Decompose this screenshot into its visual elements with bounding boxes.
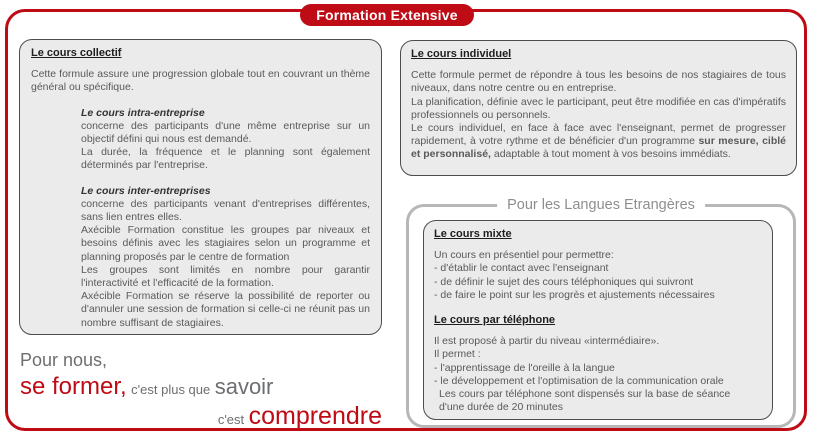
inter-entreprises-paragraph: Les groupes sont limités en nombre pour garantir l'interactivité et l'efficacité de la formation. xyxy=(81,263,370,290)
langues-etrangeres-legend: Pour les Langues Etrangères xyxy=(497,197,705,213)
individuel-paragraph: La planification, définie avec le participant, peut être modifiée en cas d'impératifs professionnels ou personnels. xyxy=(411,95,786,121)
collectif-box xyxy=(19,39,382,335)
individuel-bold-text: sur mesure, ciblé et personnalisé, xyxy=(411,135,787,161)
slogan-line-2 xyxy=(20,373,382,401)
individuel-text: adaptable à tout moment à vos besoins immédiats. xyxy=(490,148,731,161)
inter-entreprises-section xyxy=(81,185,370,330)
langues-etrangeres-box xyxy=(423,220,773,420)
slogan-se-former: se former, xyxy=(20,373,127,400)
collectif-intro: Cette formule assure une progression globale tout en couvrant un thème général ou spécifique. xyxy=(31,68,370,94)
individuel-paragraph xyxy=(411,122,786,162)
intra-entreprise-paragraph: La durée, la fréquence et le planning sont également déterminés par l'entreprise. xyxy=(81,146,370,172)
inter-entreprises-title: Le cours inter-entreprises xyxy=(81,184,211,197)
cours-mixte-line: - de faire le point sur les progrès et ajustements nécessaires xyxy=(434,288,715,301)
slogan xyxy=(20,350,382,431)
page-title-banner: Formation Extensive xyxy=(300,4,474,26)
cours-mixte-line: - d'établir le contact avec l'enseignant xyxy=(434,262,609,275)
langues-etrangeres-frame xyxy=(406,197,796,428)
slogan-comprendre: comprendre xyxy=(248,402,382,430)
cours-telephone-section xyxy=(434,314,762,414)
individuel-paragraph: Cette formule permet de répondre à tous les besoins de nos stagiaires de tous niveaux, dans notre centre ou en entreprise. xyxy=(411,69,786,95)
cours-telephone-line: - l'apprentissage de l'oreille à la langue xyxy=(434,361,615,374)
cours-telephone-line: Il est proposé à partir du niveau «intermédiaire». xyxy=(434,335,660,348)
cours-telephone-line: Il permet : xyxy=(434,348,481,361)
intra-entreprise-paragraph: concerne des participants d'une même entreprise sur un objectif défini qui nous est demandé. xyxy=(81,119,370,146)
cours-telephone-title: Le cours par téléphone xyxy=(434,314,556,327)
slogan-cest-plus-que: c'est plus que xyxy=(131,382,211,397)
cours-telephone-line: d'une durée de 20 minutes xyxy=(439,401,564,414)
inter-entreprises-paragraph: Axécible Formation constitue les groupes par niveaux et besoins définis avec les stagiaires selon un programme et planning proposés par le centre de formation xyxy=(81,224,370,263)
individuel-box xyxy=(400,40,797,176)
slogan-cest: c'est xyxy=(217,412,245,427)
collectif-title: Le cours collectif xyxy=(31,47,122,59)
cours-mixte-line: - de définir le sujet des cours téléphoniques qui suivront xyxy=(434,275,694,288)
slogan-line-1: Pour nous, xyxy=(20,350,108,370)
individuel-title: Le cours individuel xyxy=(411,48,512,60)
cours-mixte-title: Le cours mixte xyxy=(434,228,512,240)
cours-mixte-section xyxy=(434,228,762,302)
cours-mixte-line: Un cours en présentiel pour permettre: xyxy=(434,249,614,262)
inter-entreprises-paragraph: Axécible Formation se réserve la possibilité de reporter ou d'annuler une session de formation si celle-ci ne réunit pas un nombre suffisant de stagiaires. xyxy=(81,290,370,329)
inter-entreprises-paragraph: concerne des participants venant d'entreprises différentes, sans lien entres elles. xyxy=(81,197,370,224)
individuel-text: Le cours individuel, en face à face avec l'enseignant, permet de progresser rapidement, à votre rythme et de bénéficier d'un programme xyxy=(411,122,786,148)
intra-entreprise-section xyxy=(81,107,370,173)
slogan-line-3 xyxy=(20,402,382,431)
slogan-savoir: savoir xyxy=(214,374,274,399)
cours-telephone-line: Les cours par téléphone sont dispensés sur la base de séance xyxy=(439,388,731,401)
intra-entreprise-title: Le cours intra-entreprise xyxy=(81,106,205,119)
cours-telephone-line: - le développement et l'optimisation de la communication orale xyxy=(434,374,724,387)
